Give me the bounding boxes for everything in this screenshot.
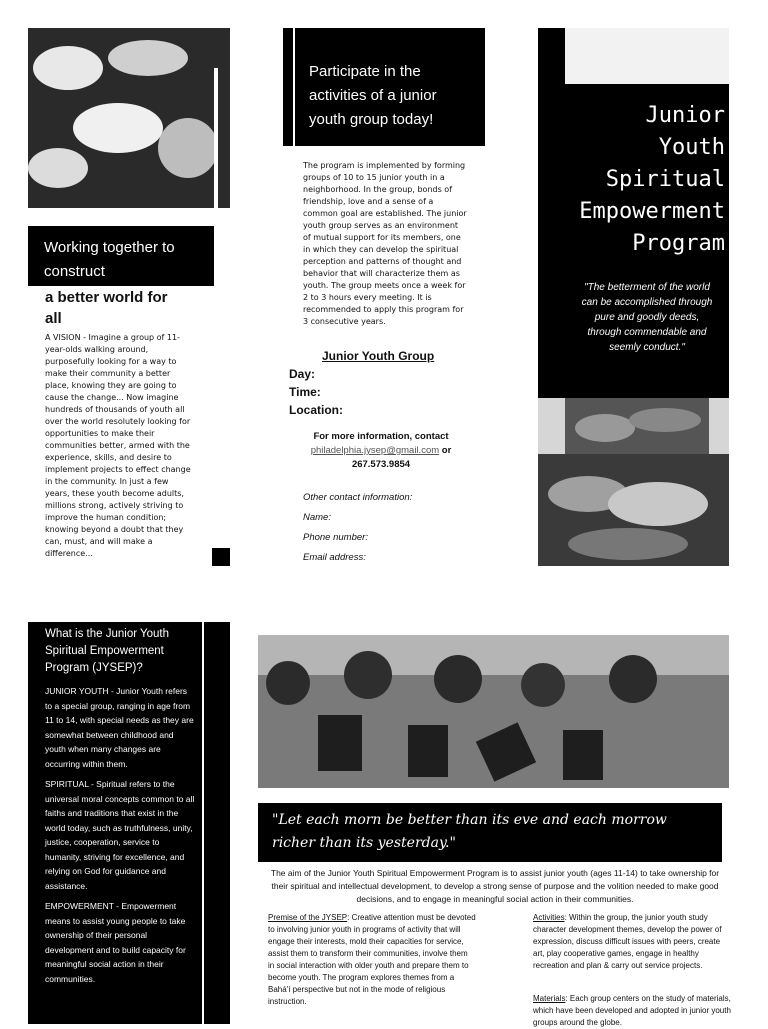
contact-block [289,430,473,472]
youth-group-photo [258,635,729,788]
circle-feet-photo [538,454,729,566]
title-line-5: Program [632,231,725,256]
contact-email-line [289,444,473,458]
contact-line: For more information, contact [313,431,449,442]
panel1-heading: Working together to construct [44,239,175,280]
panel3-left-bar [538,28,565,398]
panel3-gray-block-right [709,398,729,454]
title-line-3: Spiritual [605,167,725,192]
materials-body: : Each group centers on the study of materials, which have been developed and adopted in junior youth groups around the globe. [533,994,731,1027]
panel3-gray-block-top [538,398,565,454]
contact-or: or [439,445,452,456]
day-field: Day: [289,367,316,381]
time-field: Time: [289,385,321,399]
panel2-heading-stripe [293,28,295,146]
panel3-quote: "The betterment of the world can be accomplished through pure and goodly deeds, through commendable and seemly conduct." [581,282,713,353]
panel1-subheading: a better world for all [45,289,168,327]
other-phone-label: Phone number: [303,532,368,543]
panel2-body-text: The program is implemented by forming groups of 10 to 15 junior youth in a neighborhood. In the group, bonds of friendship, love and a sense of a common goal are established. The junior youth group serves as an environment of mutual support for its members, one in which they can develop the spiritual perception and patterns of thought and behavior that will characterize them as youth. The group meets once a week for 2 to 3 hours every meeting. It is recommended to apply this program for 3 consecutive years. [303,161,467,326]
panel4-stripe [202,622,204,1024]
panel1-corner-square [212,548,230,566]
title-line-1: Junior [645,103,725,128]
panel1-heading-box [28,226,214,286]
panel2-heading-box [283,28,485,146]
activities-label: Activities [533,913,565,922]
panel1-vision-text: A VISION - Imagine a group of 11-year-olds walking around, purposefully looking for a way to make their community a better place, knowing they are going to cause the change... Now imagine hundreds of thousands of youth all over the world resolutely looking for opportunities to make their communities better, armed with the experience, skills, and desire to implement projects to effect change in the community. In just a few years, these youth become adults, millions strong, actively striving to improve the human condition; knowing beyond a doubt that they can, must, and will make a difference... [45,333,191,558]
circle-hands-graphic-top [565,398,709,454]
circle-hands-photo [565,398,709,454]
panel3-top-gray [565,28,729,84]
activities-text [533,912,733,972]
panel5-quote: "Let each morn be better than its eve and each morrow richer than its yesterday." [272,812,667,851]
panel4-heading: What is the Junior Youth Spiritual Empowerment Program (JYSEP)? [45,628,170,674]
panel2-heading: Participate in the activities of a junior youth group today! [309,63,437,128]
circle-feet-graphic [538,454,729,566]
materials-label: Materials [533,994,566,1003]
hands-photo [28,28,230,208]
panel3-title-box [565,84,729,398]
location-field: Location: [289,403,343,417]
contact-phone: 267.573.9854 [351,459,411,470]
panel5-quote-box [258,803,722,862]
contact-email-link[interactable]: philadelphia.jysep@gmail.com [310,445,440,456]
hands-photo-graphic [28,28,230,208]
youth-group-graphic [258,635,729,788]
empowerment-def: EMPOWERMENT - Empowerment means to assist young people to take ownership of their personal development and to build capacity for meaningful social action in their communities. [45,901,186,984]
panel4-text [45,684,195,992]
spiritual-def: SPIRITUAL - Spiritual refers to the universal moral concepts common to all faiths and traditions that exist in the world today, such as truthfulness, unity, justice, cooperation, service to humanity, striving for excellence, and relying on God for guidance and assistance. [45,779,195,891]
other-email-label: Email address: [303,552,366,563]
other-contact-block [303,488,412,568]
aim-text: The aim of the Junior Youth Spiritual Empowerment Program is to assist junior youth (ages 11-14) to take ownership for their spiritual and intellectual development, to develop a strong sense of purpose and the volition needed to make good decisions, and to engage in meaningful social action in their communities. [270,868,720,904]
premise-label: Premise of the JYSEP [268,913,348,922]
premise-text [268,912,476,1008]
other-contact-label: Other contact information: [303,492,413,503]
junior-youth-def: JUNIOR YOUTH - Junior Youth refers to a special group, ranging in age from 11 to 14, with special needs as they are somewhat between childhood and youth when many changes are occurring within them. [45,686,194,769]
title-line-2: Youth [658,135,725,160]
title-line-4: Empowerment [579,199,725,224]
activities-body: : Within the group, the junior youth study character development themes, develop the power of expression, discuss difficult issues with peers, create art, play cooperative games, engage in healthy recreation and plan & carry out service projects. [533,913,722,970]
other-name-label: Name: [303,512,331,523]
panel4-box [28,622,230,1024]
premise-body: : Creative attention must be devoted to involving junior youth in programs of activity that will engage their interests, mold their capacities for service, assist them to transform their communities, involve them in social interaction with older youth and prepare them to become youth. The program explores themes from a Bahá'í perspective but not in the mode of religious instruction. [268,913,476,1006]
program-title [579,100,725,260]
group-title: Junior Youth Group [322,349,435,363]
